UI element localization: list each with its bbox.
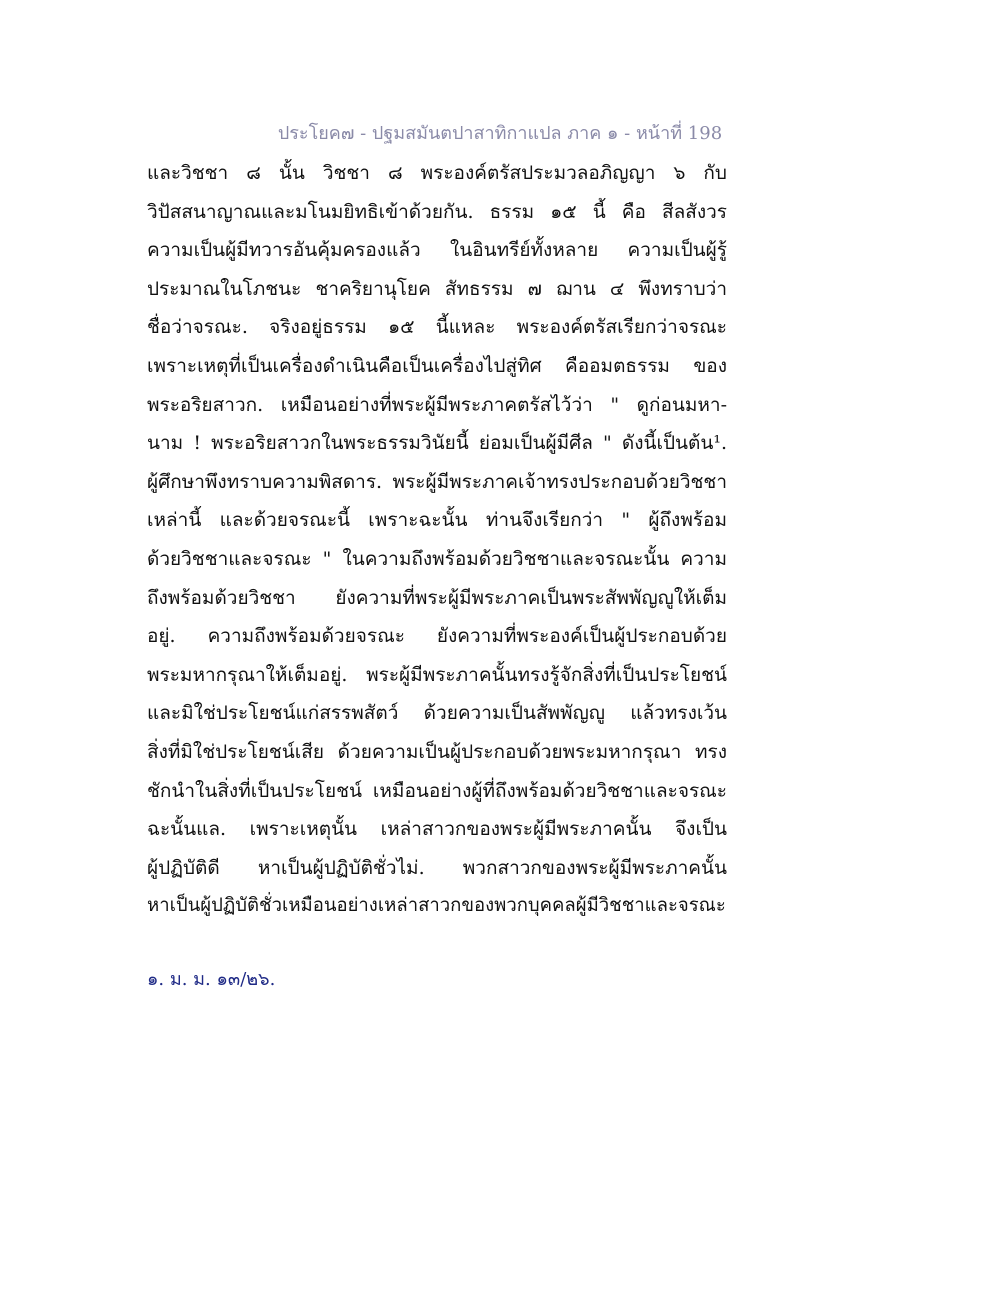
text-line: ฉะนั้นแล. เพราะเหตุนั้น เหล่าสาวกของพระผู้มีพระภาคนั้น จึงเป็น <box>147 818 727 841</box>
text-line: นาม ! พระอริยสาวกในพระธรรมวินัยนี้ ย่อมเป็นผู้มีศีล " ดังนี้เป็นต้น¹. <box>147 432 727 455</box>
text-line: ความเป็นผู้มีทวารอันคุ้มครองแล้ว ในอินทรีย์ทั้งหลาย ความเป็นผู้รู้ <box>147 239 727 262</box>
text-line: หาเป็นผู้ปฏิบัติชั่วเหมือนอย่างเหล่าสาวกของพวกบุคคลผู้มีวิชชาและจรณะ <box>147 895 726 917</box>
text-line: เพราะเหตุที่เป็นเครื่องดำเนินคือเป็นเครื่องไปสู่ทิศ คืออมตธรรม ของ <box>147 354 727 377</box>
text-line: ผู้ศึกษาพึงทราบความพิสดาร. พระผู้มีพระภาคเจ้าทรงประกอบด้วยวิชชา <box>147 470 727 493</box>
text-line: ประมาณในโภชนะ ชาคริยานุโยค สัทธรรม ๗ ฌาน ๔ พึงทราบว่า <box>147 277 727 300</box>
running-header: ประโยค๗ - ปฐมสมันตปาสาทิกาแปล ภาค ๑ - หน้าที่ 198 <box>277 123 723 144</box>
body-text <box>147 154 727 926</box>
text-line: วิปัสสนาญาณและมโนมยิทธิเข้าด้วยกัน. ธรรม ๑๕ นี้ คือ สีลสังวร <box>147 200 727 223</box>
text-line: ชักนำในสิ่งที่เป็นประโยชน์ เหมือนอย่างผู้ที่ถึงพร้อมด้วยวิชชาและจรณะ <box>147 779 727 802</box>
text-line: อยู่. ความถึงพร้อมด้วยจรณะ ยังความที่พระองค์เป็นผู้ประกอบด้วย <box>147 625 727 648</box>
text-line: พระอริยสาวก. เหมือนอย่างที่พระผู้มีพระภาคตรัสไว้ว่า " ดูก่อนมหา- <box>147 393 727 416</box>
text-line: เหล่านี้ และด้วยจรณะนี้ เพราะฉะนั้น ท่านจึงเรียกว่า " ผู้ถึงพร้อม <box>147 509 727 532</box>
text-line: และมิใช่ประโยชน์แก่สรรพสัตว์ ด้วยความเป็นสัพพัญญู แล้วทรงเว้น <box>147 702 727 725</box>
text-line: ถึงพร้อมด้วยวิชชา ยังความที่พระผู้มีพระภาคเป็นพระสัพพัญญูให้เต็ม <box>147 586 727 609</box>
text-line: และวิชชา ๘ นั้น วิชชา ๘ พระองค์ตรัสประมวลอภิญญา ๖ กับ <box>147 162 727 184</box>
text-line: สิ่งที่มิใช่ประโยชน์เสีย ด้วยความเป็นผู้ประกอบด้วยพระมหากรุณา ทรง <box>147 740 727 763</box>
text-line: ผู้ปฏิบัติดี หาเป็นผู้ปฏิบัติชั่วไม่. พวกสาวกของพระผู้มีพระภาคนั้น <box>147 856 727 879</box>
text-line: พระมหากรุณาให้เต็มอยู่. พระผู้มีพระภาคนั้นทรงรู้จักสิ่งที่เป็นประโยชน์ <box>147 663 727 686</box>
text-line: ด้วยวิชชาและจรณะ " ในความถึงพร้อมด้วยวิชชาและจรณะนั้น ความ <box>147 547 727 570</box>
text-line: ชื่อว่าจรณะ. จริงอยู่ธรรม ๑๕ นี้แหละ พระองค์ตรัสเรียกว่าจรณะ <box>147 316 727 339</box>
footnote: ๑. ม. ม. ๑๓/๒๖. <box>147 969 276 990</box>
